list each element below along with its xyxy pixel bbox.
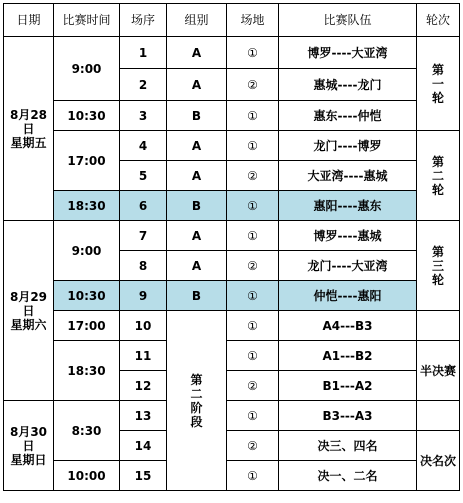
teams-cell: 仲恺----惠阳 — [279, 281, 417, 311]
group-cell: B — [167, 101, 227, 131]
teams-cell: 决一、二名 — [279, 461, 417, 491]
venue-cell: ② — [227, 251, 279, 281]
match-no: 2 — [120, 69, 167, 101]
round-empty-cell — [417, 311, 460, 341]
teams-cell: 博罗----大亚湾 — [279, 37, 417, 69]
table-row — [4, 461, 460, 491]
round-cell: 决名次 — [417, 431, 460, 491]
match-no: 1 — [120, 37, 167, 69]
header-group: 组别 — [167, 4, 227, 37]
table-row — [4, 131, 460, 161]
venue-cell: ① — [227, 191, 279, 221]
venue-cell: ① — [227, 401, 279, 431]
weekday-text: 星期五 — [10, 135, 47, 150]
venue-cell: ① — [227, 131, 279, 161]
teams-cell: B3---A3 — [279, 401, 417, 431]
match-no: 12 — [120, 371, 167, 401]
teams-cell: 龙门----博罗 — [279, 131, 417, 161]
teams-cell: B1---A2 — [279, 371, 417, 401]
date-text: 8月30日 — [9, 424, 48, 453]
teams-cell: A1---B2 — [279, 341, 417, 371]
venue-cell: ① — [227, 221, 279, 251]
time-cell: 18:30 — [54, 341, 120, 401]
group-cell: B — [167, 281, 227, 311]
schedule-table — [3, 3, 460, 491]
round-cell: 半决赛 — [417, 341, 460, 401]
table-row — [4, 101, 460, 131]
round-cell: 第二轮 — [417, 131, 460, 221]
header-date: 日期 — [4, 4, 54, 37]
teams-cell: 惠城----龙门 — [279, 69, 417, 101]
weekday-text: 星期六 — [10, 317, 47, 332]
time-cell: 9:00 — [54, 37, 120, 101]
teams-cell: 惠东----仲恺 — [279, 101, 417, 131]
table-row-highlighted — [4, 281, 460, 311]
round-cell: 第一轮 — [417, 37, 460, 131]
venue-cell: ① — [227, 281, 279, 311]
date-cell — [4, 401, 54, 491]
match-no: 6 — [120, 191, 167, 221]
teams-cell: 龙门----大亚湾 — [279, 251, 417, 281]
stage-cell: 第二阶段 — [167, 311, 227, 491]
date-cell — [4, 221, 54, 401]
time-cell: 18:30 — [54, 191, 120, 221]
venue-cell: ① — [227, 101, 279, 131]
time-cell: 17:00 — [54, 311, 120, 341]
group-cell: A — [167, 69, 227, 101]
header-round: 轮次 — [417, 4, 460, 37]
match-no: 3 — [120, 101, 167, 131]
match-no: 8 — [120, 251, 167, 281]
venue-cell: ① — [227, 37, 279, 69]
group-cell: B — [167, 191, 227, 221]
date-text: 8月28日 — [9, 107, 48, 136]
teams-cell: 惠阳----惠东 — [279, 191, 417, 221]
header-teams: 比赛队伍 — [279, 4, 417, 37]
time-cell: 17:00 — [54, 131, 120, 191]
group-cell: A — [167, 251, 227, 281]
match-no: 11 — [120, 341, 167, 371]
table-row — [4, 311, 460, 341]
venue-cell: ② — [227, 371, 279, 401]
match-no: 5 — [120, 161, 167, 191]
group-cell: A — [167, 37, 227, 69]
table-row-highlighted — [4, 191, 460, 221]
group-cell: A — [167, 221, 227, 251]
teams-cell: 决三、四名 — [279, 431, 417, 461]
match-no: 15 — [120, 461, 167, 491]
time-cell: 9:00 — [54, 221, 120, 281]
time-cell: 10:30 — [54, 281, 120, 311]
match-no: 9 — [120, 281, 167, 311]
header-time: 比赛时间 — [54, 4, 120, 37]
venue-cell: ① — [227, 311, 279, 341]
time-cell: 10:30 — [54, 101, 120, 131]
time-cell: 8:30 — [54, 401, 120, 461]
venue-cell: ① — [227, 341, 279, 371]
group-cell: A — [167, 161, 227, 191]
time-cell: 10:00 — [54, 461, 120, 491]
table-row — [4, 221, 460, 251]
table-row — [4, 37, 460, 69]
teams-cell: A4---B3 — [279, 311, 417, 341]
round-cell: 第三轮 — [417, 221, 460, 311]
header-row — [4, 4, 460, 37]
round-empty-cell — [417, 401, 460, 431]
match-no: 10 — [120, 311, 167, 341]
date-cell — [4, 37, 54, 221]
table-row — [4, 341, 460, 371]
venue-cell: ① — [227, 461, 279, 491]
group-cell: A — [167, 131, 227, 161]
match-no: 7 — [120, 221, 167, 251]
match-no: 4 — [120, 131, 167, 161]
match-no: 13 — [120, 401, 167, 431]
teams-cell: 大亚湾----惠城 — [279, 161, 417, 191]
match-no: 14 — [120, 431, 167, 461]
venue-cell: ② — [227, 431, 279, 461]
header-match-no: 场序 — [120, 4, 167, 37]
table-row — [4, 401, 460, 431]
header-venue: 场地 — [227, 4, 279, 37]
venue-cell: ② — [227, 161, 279, 191]
weekday-text: 星期日 — [10, 452, 47, 467]
date-text: 8月29日 — [9, 289, 48, 318]
venue-cell: ② — [227, 69, 279, 101]
teams-cell: 博罗----惠城 — [279, 221, 417, 251]
